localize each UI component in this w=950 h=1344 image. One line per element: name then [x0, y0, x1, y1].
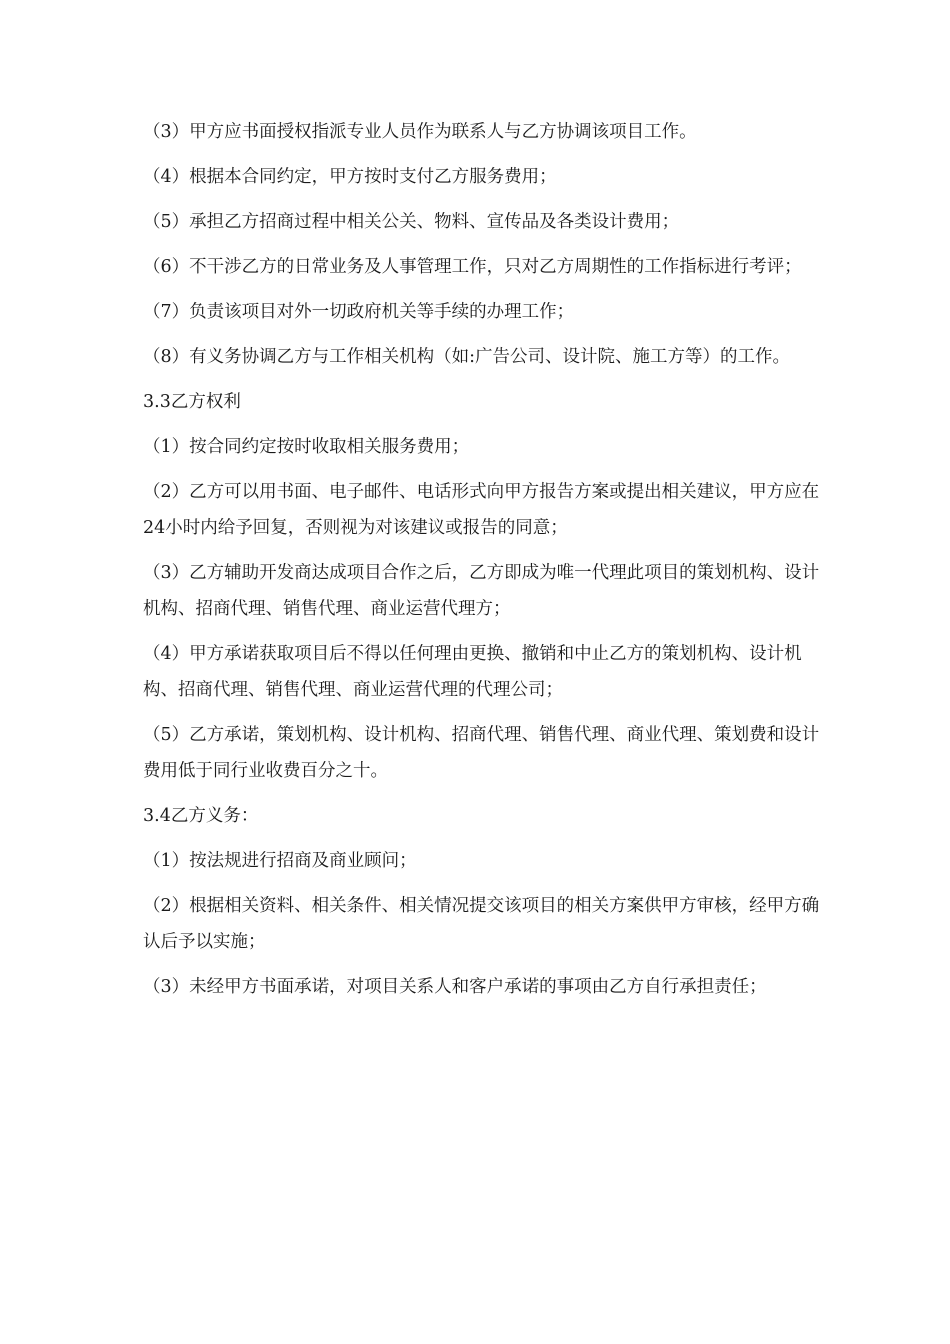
paragraph-12: （1）按法规进行招商及商业顾问；: [143, 851, 417, 871]
paragraph-7: （1）按合同约定按时收取相关服务费用；: [143, 437, 470, 457]
paragraph-5: （7）负责该项目对外一切政府机关等手续的办理工作；: [143, 302, 575, 322]
paragraph-8: （2）乙方可以用书面、电子邮件、电话形式向甲方报告方案或提出相关建议，甲方应在24小时内给予回复，否则视为对该建议或报告的同意；: [143, 482, 820, 538]
section-heading-3-3: 3.3乙方权利: [143, 392, 241, 412]
paragraph-9: （3）乙方辅助开发商达成项目合作之后，乙方即成为唯一代理此项目的策划机构、设计机构、招商代理、销售代理、商业运营代理方；: [143, 563, 820, 619]
document-body: [143, 114, 823, 1014]
paragraph-1: （3）甲方应书面授权指派专业人员作为联系人与乙方协调该项目工作。: [143, 122, 697, 142]
paragraph-14: （3）未经甲方书面承诺，对项目关系人和客户承诺的事项由乙方自行承担责任；: [143, 977, 767, 997]
paragraph-4: （6）不干涉乙方的日常业务及人事管理工作，只对乙方周期性的工作指标进行考评；: [143, 257, 802, 277]
paragraph-13: （2）根据相关资料、相关条件、相关情况提交该项目的相关方案供甲方审核，经甲方确认后予以实施；: [143, 896, 820, 952]
paragraph-3: （5）承担乙方招商过程中相关公关、物料、宣传品及各类设计费用；: [143, 212, 680, 232]
paragraph-11: （5）乙方承诺，策划机构、设计机构、招商代理、销售代理、商业代理、策划费和设计费用低于同行业收费百分之十。: [143, 725, 820, 781]
section-heading-3-4: 3.4乙方义务：: [143, 806, 259, 826]
paragraph-6: （8）有义务协调乙方与工作相关机构（如:广告公司、设计院、施工方等）的工作。: [143, 347, 791, 367]
paragraph-10: （4）甲方承诺获取项目后不得以任何理由更换、撤销和中止乙方的策划机构、设计机构、招商代理、销售代理、商业运营代理的代理公司；: [143, 644, 802, 700]
paragraph-2: （4）根据本合同约定，甲方按时支付乙方服务费用；: [143, 167, 557, 187]
